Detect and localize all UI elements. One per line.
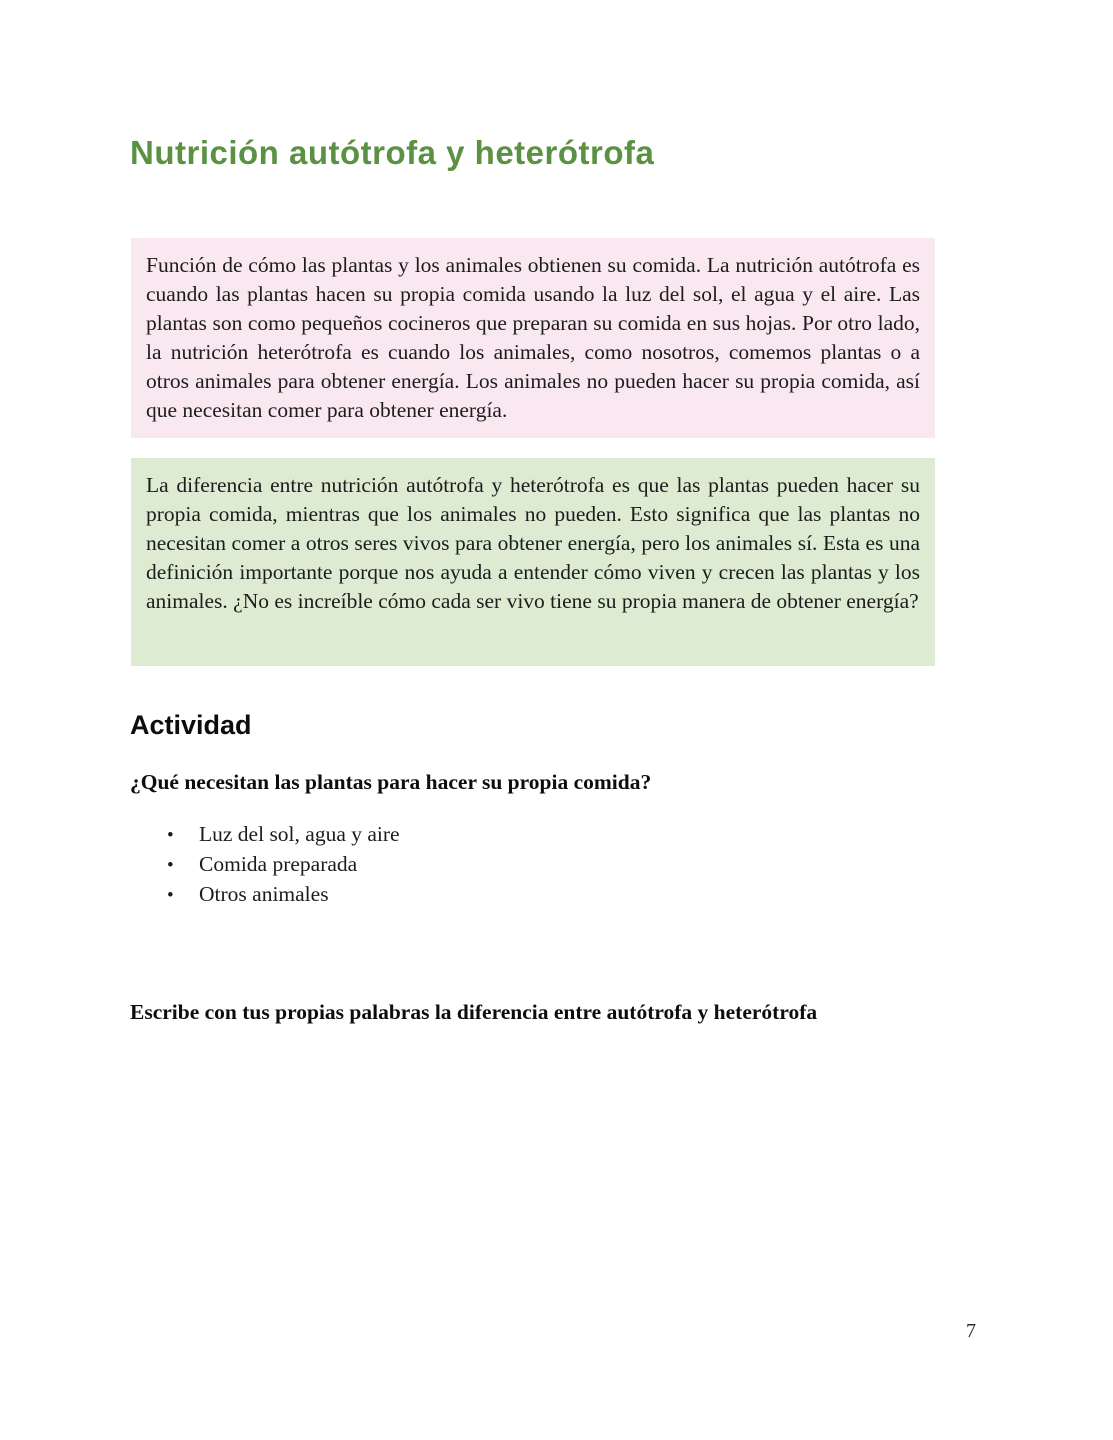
list-item (167, 880, 400, 910)
answer-options-list (167, 820, 400, 910)
answer-option-label: Otros animales (199, 882, 329, 906)
list-item (167, 850, 400, 880)
activity-question: ¿Qué necesitan las plantas para hacer su propia comida? (130, 770, 652, 794)
bullet-icon: • (167, 825, 174, 846)
activity-heading: Actividad (130, 710, 252, 740)
difference-definition-text: La diferencia entre nutrición autótrofa y heterótrofa es que las plantas pueden hacer su propia comida, mientras que los animales no pueden. Esto significa que las plantas no necesitan comer a otros seres vivos para obtener energía, pero los animales sí. Esta es una definición importante porque nos ayuda a entender cómo viven y crecen las plantas y los animales. ¿No es increíble cómo cada ser vivo tiene su propia manera de obtener energía? (146, 473, 920, 613)
autotrophic-definition-box (131, 238, 935, 438)
writing-instruction: Escribe con tus propias palabras la diferencia entre autótrofa y heterótrofa (130, 1000, 818, 1024)
answer-option-label: Comida preparada (199, 852, 358, 876)
bullet-icon: • (167, 885, 174, 906)
autotrophic-definition-text: Función de cómo las plantas y los animales obtienen su comida. La nutrición autótrofa es cuando las plantas hacen su propia comida usando la luz del sol, el agua y el aire. Las plantas son como pequeños cocineros que preparan su comida en sus hojas. Por otro lado, la nutrición heterótrofa es cuando los animales, como nosotros, comemos plantas o a otros animales para obtener energía. Los animales no pueden hacer su propia comida, así que necesitan comer para obtener energía. (146, 253, 920, 422)
bullet-icon: • (167, 855, 174, 876)
page-number: 7 (966, 1320, 976, 1342)
difference-definition-box (131, 458, 935, 666)
list-item (167, 820, 400, 850)
page-title: Nutrición autótrofa y heterótrofa (130, 134, 655, 171)
answer-option-label: Luz del sol, agua y aire (199, 822, 400, 846)
